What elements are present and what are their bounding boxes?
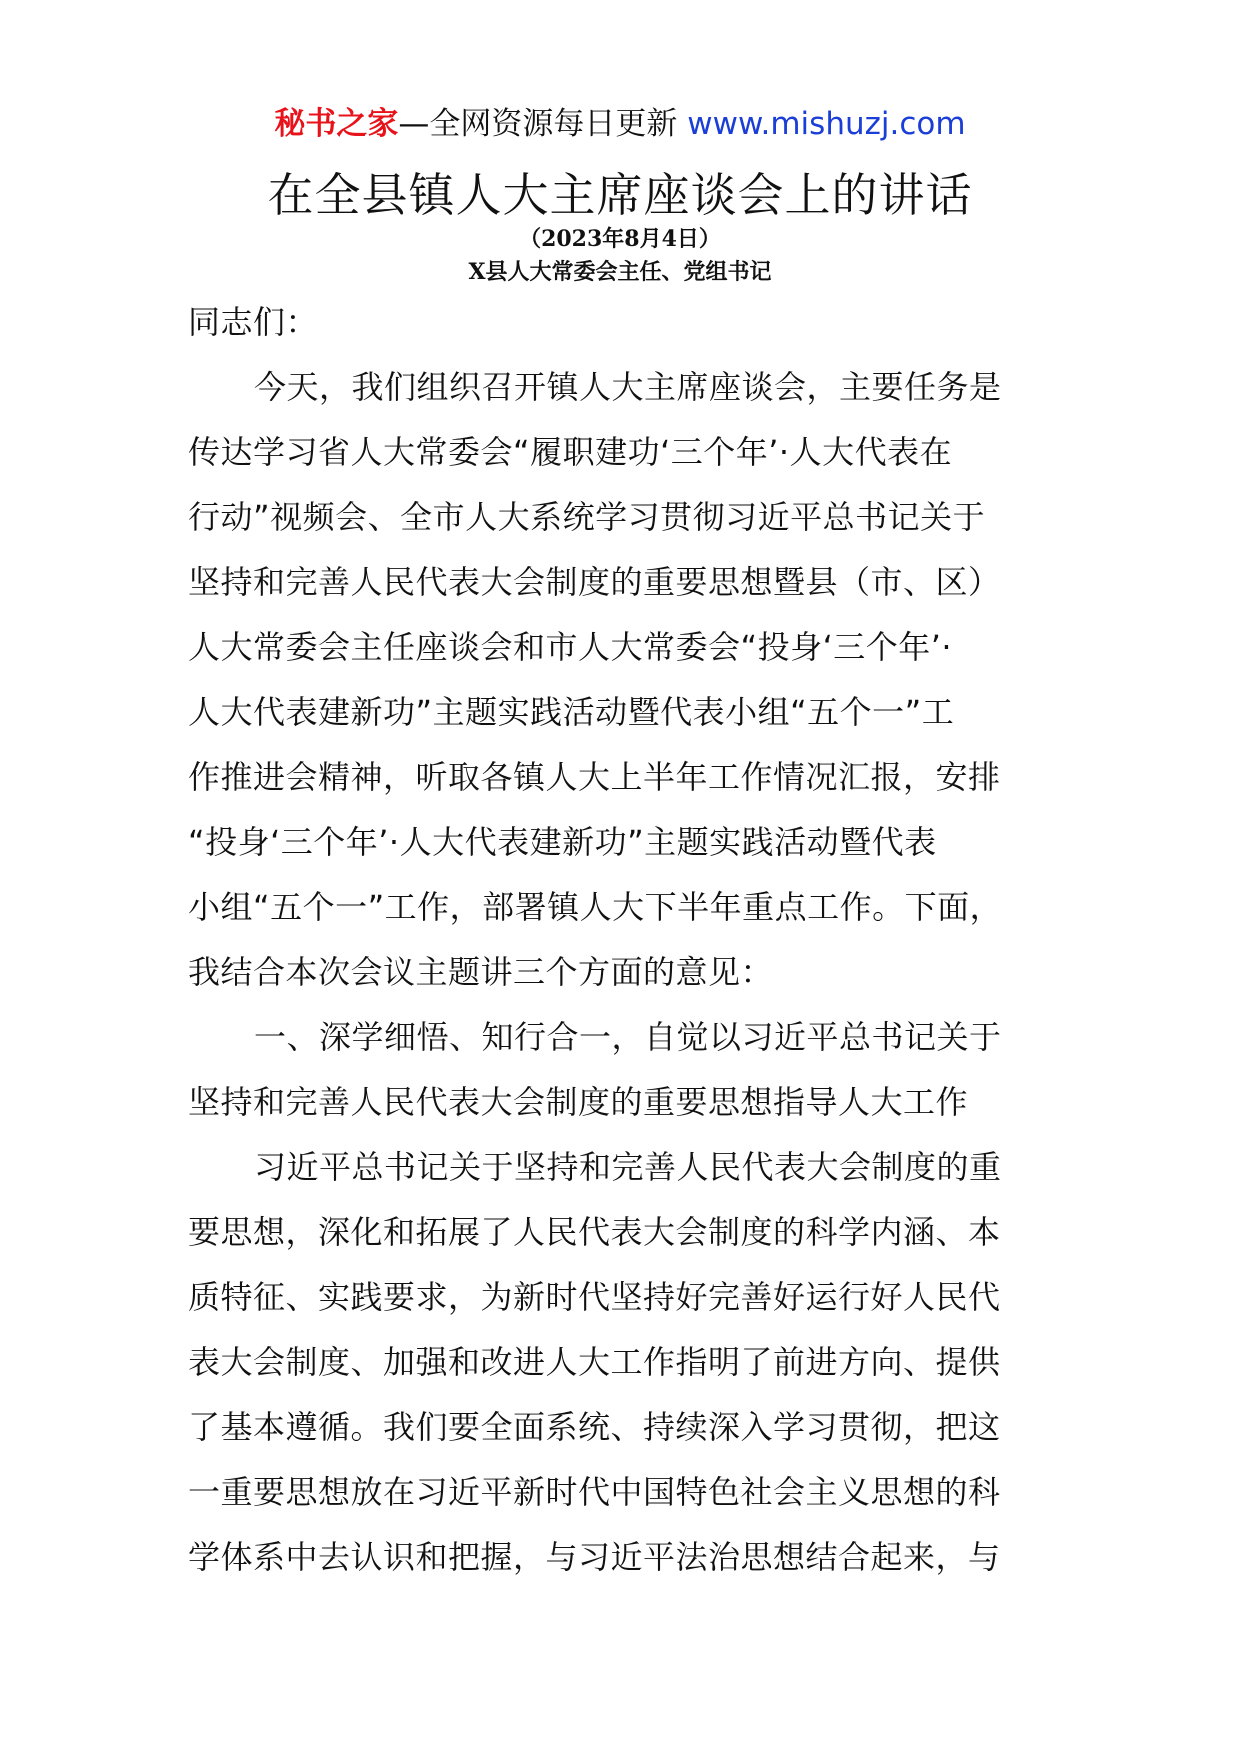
paragraph-line: 一重要思想放在习近平新时代中国特色社会主义思想的科 — [188, 1473, 1001, 1511]
paragraph-line: 学体系中去认识和把握，与习近平法治思想结合起来，与 — [188, 1538, 1001, 1576]
paragraph-line: “投身‘三个年’·人大代表建新功”主题实践活动暨代表 — [188, 823, 937, 861]
paragraph-line: 质特征、实践要求，为新时代坚持好完善好运行好人民代 — [188, 1278, 1001, 1316]
paragraph-line: 小组“五个一”工作，部署镇人大下半年重点工作。下面， — [188, 888, 1003, 926]
salutation: 同志们： — [188, 303, 319, 341]
paragraph-line: 传达学习省人大常委会“履职建功‘三个年’·人大代表在 — [188, 433, 953, 471]
document-body — [188, 290, 1068, 1590]
brand-name: 秘书之家 — [274, 106, 399, 142]
paragraph-line: 人大代表建新功”主题实践活动暨代表小组“五个一”工 — [188, 693, 955, 731]
brand-tagline: —全网资源每日更新 — [398, 106, 688, 142]
section-heading-line: 一、深学细悟、知行合一，自觉以习近平总书记关于 — [254, 1018, 1002, 1056]
document-title: 在全县镇人大主席座谈会上的讲话 — [267, 168, 973, 222]
paragraph-line: 我结合本次会议主题讲三个方面的意见： — [188, 953, 774, 991]
document-date: （2023年8月4日） — [519, 226, 721, 252]
paragraph-line: 作推进会精神，听取各镇人大上半年工作情况汇报，安排 — [188, 758, 1001, 796]
paragraph-line: 要思想，深化和拓展了人民代表大会制度的科学内涵、本 — [188, 1213, 1001, 1251]
section-heading-line: 坚持和完善人民代表大会制度的重要思想指导人大工作 — [188, 1083, 969, 1121]
paragraph-line: 了基本遵循。我们要全面系统、持续深入学习贯彻，把这 — [188, 1408, 1001, 1446]
site-url-link[interactable]: www.mishuzj.com — [687, 106, 966, 142]
paragraph-line: 表大会制度、加强和改进人大工作指明了前进方向、提供 — [188, 1343, 1001, 1381]
paragraph-line: 人大常委会主任座谈会和市人大常委会“投身‘三个年’· — [188, 628, 953, 666]
site-banner — [0, 102, 1240, 146]
paragraph-line: 习近平总书记关于坚持和完善人民代表大会制度的重 — [254, 1148, 1002, 1186]
paragraph-line: 行动”视频会、全市人大系统学习贯彻习近平总书记关于 — [188, 498, 986, 536]
paragraph-line: 坚持和完善人民代表大会制度的重要思想暨县（市、区） — [188, 563, 1001, 601]
paragraph-line: 今天，我们组织召开镇人大主席座谈会，主要任务是 — [254, 368, 1002, 406]
document-author: X县人大常委会主任、党组书记 — [468, 259, 772, 285]
